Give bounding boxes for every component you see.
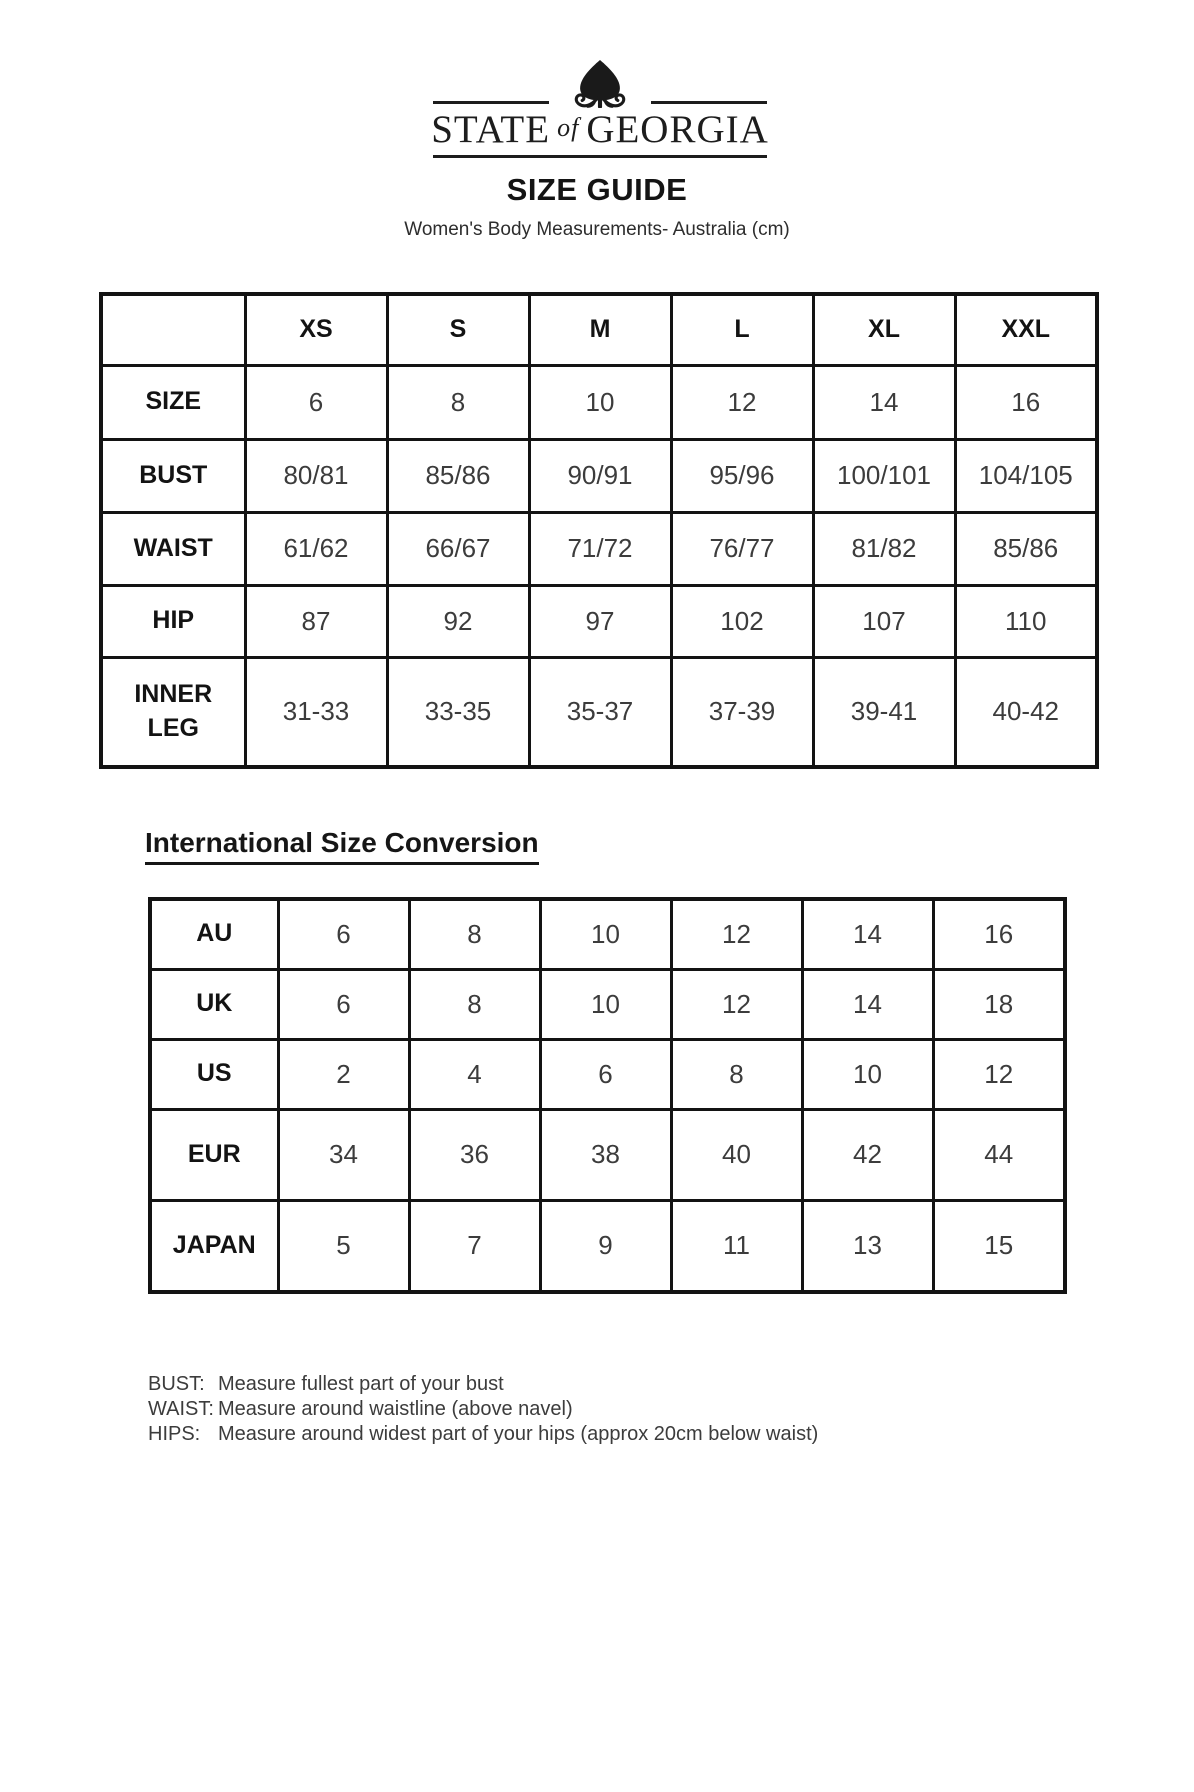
header-cell-s: S bbox=[387, 294, 529, 365]
table-cell: 76/77 bbox=[671, 512, 813, 585]
table-cell: 10 bbox=[802, 1039, 933, 1109]
table-cell: 97 bbox=[529, 585, 671, 657]
table-cell: 8 bbox=[409, 969, 540, 1039]
table-cell: 2 bbox=[278, 1039, 409, 1109]
row-label-size: SIZE bbox=[101, 365, 245, 439]
page-title: SIZE GUIDE bbox=[506, 172, 688, 207]
row-label-au: AU bbox=[150, 899, 278, 969]
table-cell: 102 bbox=[671, 585, 813, 657]
table-cell: 100/101 bbox=[813, 439, 955, 512]
table-cell: 12 bbox=[671, 969, 802, 1039]
table-cell: 40 bbox=[671, 1109, 802, 1200]
note-bust bbox=[148, 1372, 818, 1397]
row-label-uk: UK bbox=[150, 969, 278, 1039]
note-waist-text: Measure around waistline (above navel) bbox=[218, 1398, 573, 1420]
table-cell: 40-42 bbox=[955, 657, 1097, 767]
table-cell: 16 bbox=[955, 365, 1097, 439]
header-cell-m: M bbox=[529, 294, 671, 365]
table-cell: 18 bbox=[933, 969, 1065, 1039]
table-cell: 8 bbox=[671, 1039, 802, 1109]
table-cell: 61/62 bbox=[245, 512, 387, 585]
table-cell: 12 bbox=[671, 365, 813, 439]
table-cell: 36 bbox=[409, 1109, 540, 1200]
table-cell: 87 bbox=[245, 585, 387, 657]
table-cell: 6 bbox=[245, 365, 387, 439]
table-cell: 85/86 bbox=[387, 439, 529, 512]
table-cell: 7 bbox=[409, 1200, 540, 1292]
conversion-heading: International Size Conversion bbox=[145, 827, 539, 865]
table-row bbox=[150, 1039, 1065, 1109]
note-hips bbox=[148, 1422, 818, 1447]
table-cell: 66/67 bbox=[387, 512, 529, 585]
table-cell: 8 bbox=[409, 899, 540, 969]
brand-state: STATE bbox=[431, 108, 551, 151]
table-cell: 14 bbox=[802, 899, 933, 969]
table-cell: 12 bbox=[671, 899, 802, 969]
note-waist-label: WAIST: bbox=[148, 1398, 214, 1420]
table-cell: 6 bbox=[278, 969, 409, 1039]
table-cell: 16 bbox=[933, 899, 1065, 969]
page-subtitle: Women's Body Measurements- Australia (cm) bbox=[404, 219, 790, 240]
table-cell: 13 bbox=[802, 1200, 933, 1292]
table-row bbox=[150, 1200, 1065, 1292]
note-waist bbox=[148, 1397, 818, 1422]
row-label-japan: JAPAN bbox=[150, 1200, 278, 1292]
table-cell: 107 bbox=[813, 585, 955, 657]
table-cell: 44 bbox=[933, 1109, 1065, 1200]
table-cell: 8 bbox=[387, 365, 529, 439]
table-cell: 14 bbox=[813, 365, 955, 439]
header-cell-l: L bbox=[671, 294, 813, 365]
table-row bbox=[150, 899, 1065, 969]
table-cell: 38 bbox=[540, 1109, 671, 1200]
table-cell: 15 bbox=[933, 1200, 1065, 1292]
tree-logo-wrap bbox=[549, 56, 651, 108]
logo-rule-bottom bbox=[433, 155, 767, 158]
table-cell: 90/91 bbox=[529, 439, 671, 512]
table-cell: 10 bbox=[540, 899, 671, 969]
brand-of: of bbox=[557, 112, 580, 142]
header-cell-xl: XL bbox=[813, 294, 955, 365]
table-row bbox=[101, 585, 1097, 657]
table-cell: 85/86 bbox=[955, 512, 1097, 585]
header-cell-xxl: XXL bbox=[955, 294, 1097, 365]
table-cell: 37-39 bbox=[671, 657, 813, 767]
note-bust-text: Measure fullest part of your bust bbox=[218, 1373, 504, 1395]
table-row bbox=[101, 365, 1097, 439]
row-label-inner-leg: INNER LEG bbox=[101, 657, 245, 767]
table-cell: 9 bbox=[540, 1200, 671, 1292]
table-cell: 6 bbox=[540, 1039, 671, 1109]
row-label-waist: WAIST bbox=[101, 512, 245, 585]
row-label-eur: EUR bbox=[150, 1109, 278, 1200]
measurements-header-row bbox=[101, 294, 1097, 365]
table-cell: 10 bbox=[540, 969, 671, 1039]
table-cell: 39-41 bbox=[813, 657, 955, 767]
table-cell: 104/105 bbox=[955, 439, 1097, 512]
table-cell: 42 bbox=[802, 1109, 933, 1200]
table-cell: 81/82 bbox=[813, 512, 955, 585]
brand-wordmark bbox=[403, 104, 797, 155]
table-cell: 80/81 bbox=[245, 439, 387, 512]
table-cell: 14 bbox=[802, 969, 933, 1039]
table-cell: 10 bbox=[529, 365, 671, 439]
table-cell: 6 bbox=[278, 899, 409, 969]
table-cell: 33-35 bbox=[387, 657, 529, 767]
tree-icon bbox=[558, 60, 642, 108]
table-cell: 92 bbox=[387, 585, 529, 657]
table-cell: 35-37 bbox=[529, 657, 671, 767]
table-cell: 31-33 bbox=[245, 657, 387, 767]
table-row bbox=[101, 439, 1097, 512]
header-cell-xs: XS bbox=[245, 294, 387, 365]
table-row bbox=[150, 969, 1065, 1039]
table-cell: 110 bbox=[955, 585, 1097, 657]
table-row bbox=[101, 657, 1097, 767]
table-cell: 34 bbox=[278, 1109, 409, 1200]
table-cell: 95/96 bbox=[671, 439, 813, 512]
row-label-bust: BUST bbox=[101, 439, 245, 512]
note-hips-label: HIPS: bbox=[148, 1423, 201, 1445]
measuring-notes bbox=[148, 1372, 818, 1447]
table-cell: 12 bbox=[933, 1039, 1065, 1109]
table-cell: 11 bbox=[671, 1200, 802, 1292]
table-cell: 71/72 bbox=[529, 512, 671, 585]
note-hips-text: Measure around widest part of your hips (approx 20cm below waist) bbox=[218, 1423, 819, 1445]
header-cell-empty bbox=[101, 294, 245, 365]
note-bust-label: BUST: bbox=[148, 1373, 205, 1395]
row-label-hip: HIP bbox=[101, 585, 245, 657]
table-cell: 5 bbox=[278, 1200, 409, 1292]
brand-georgia: GEORGIA bbox=[586, 108, 769, 151]
table-cell: 4 bbox=[409, 1039, 540, 1109]
table-row bbox=[101, 512, 1097, 585]
measurements-table bbox=[99, 292, 1099, 769]
conversion-table bbox=[148, 897, 1067, 1294]
row-label-us: US bbox=[150, 1039, 278, 1109]
table-row bbox=[150, 1109, 1065, 1200]
